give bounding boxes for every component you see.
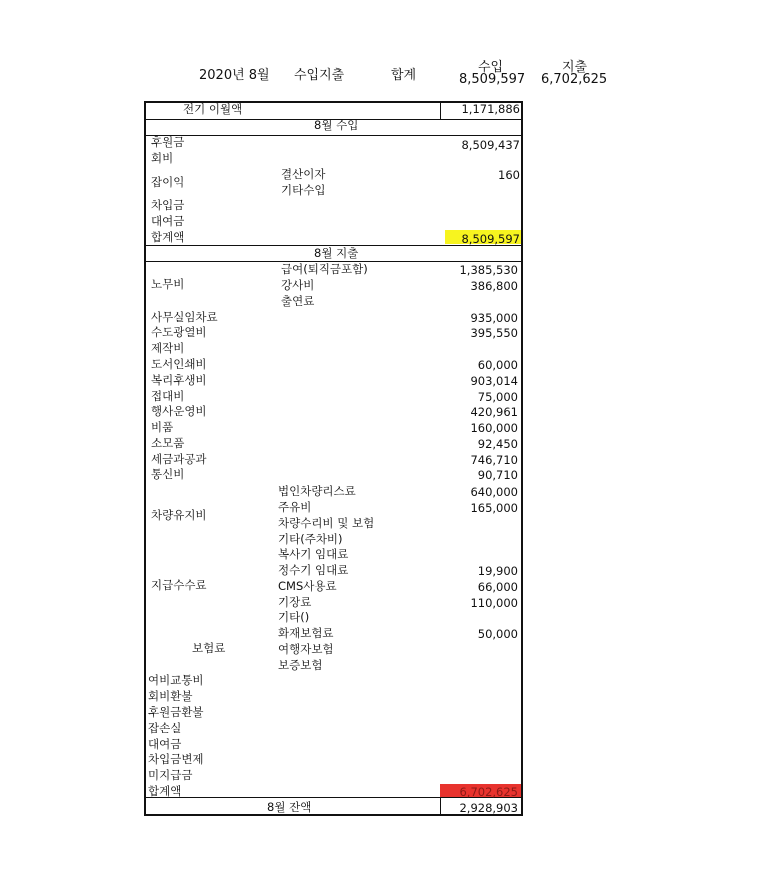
expense-row-value: 75,000	[477, 390, 518, 404]
fees-item-value: 19,900	[477, 564, 518, 578]
expense-labor-label: 노무비	[151, 277, 185, 291]
expense-row-value: 420,961	[470, 405, 518, 419]
vehicle-item-label: 차량수리비 및 보험	[278, 516, 375, 530]
expense-fees-label: 지급수수료	[151, 578, 207, 592]
expense-row-label: 통신비	[151, 467, 185, 481]
insurance-item-label: 보증보험	[278, 658, 323, 672]
fees-item-label: 정수기 임대료	[278, 563, 349, 577]
income-membership-label: 회비	[151, 151, 174, 165]
expense-header-label: 지출	[562, 60, 588, 75]
expense-total-value: 6,702,625	[459, 785, 518, 799]
insurance-item-label: 화재보험료	[278, 626, 334, 640]
vehicle-item-value: 165,000	[470, 501, 518, 515]
expense-row-label: 후원금환불	[148, 705, 204, 719]
labor-item-value: 386,800	[470, 279, 518, 293]
expense-header-total: 6,702,625	[541, 72, 608, 87]
labor-item-label: 급여(퇴직금포함)	[281, 262, 368, 276]
fees-item-label: 복사기 임대료	[278, 547, 349, 561]
income-header-label: 수입	[478, 60, 504, 75]
expense-row-value: 935,000	[470, 311, 518, 325]
income-misc-sub1: 결산이자	[281, 167, 326, 181]
fees-item-value: 110,000	[470, 596, 518, 610]
expense-row-label: 미지급금	[148, 768, 193, 782]
vehicle-item-label: 주유비	[278, 500, 312, 514]
expense-row-label: 사무실임차료	[151, 310, 218, 324]
expense-insurance-label: 보험료	[192, 641, 226, 655]
expense-row-label: 접대비	[151, 389, 185, 403]
income-donation-value: 8,509,437	[461, 138, 520, 152]
balance-label: 8월 잔액	[267, 800, 312, 814]
expense-row-value: 160,000	[470, 421, 518, 435]
expense-vehicle-label: 차량유지비	[151, 508, 207, 522]
income-misc-sub2: 기타수입	[281, 183, 326, 197]
labor-item-label: 출연료	[281, 294, 315, 308]
labor-item-label: 강사비	[281, 278, 315, 292]
fees-item-label: CMS사용료	[278, 579, 337, 593]
income-loan-label: 차입금	[151, 198, 185, 212]
income-misc-label: 잡이익	[151, 175, 185, 189]
expense-row-label: 복리후생비	[151, 373, 207, 387]
expense-row-label: 세금과공과	[151, 452, 207, 466]
income-misc-sub1-value: 160	[498, 168, 520, 182]
expense-row-label: 소모품	[151, 436, 185, 450]
income-lending-label: 대여금	[151, 214, 185, 228]
vehicle-item-label: 기타(주차비)	[278, 532, 343, 546]
vehicle-item-label: 법인차량리스료	[278, 484, 356, 498]
fees-item-value: 66,000	[477, 580, 518, 594]
expense-row-label: 수도광열비	[151, 325, 207, 339]
expense-row-value: 903,014	[470, 374, 518, 388]
carryover-label: 전기 이월액	[183, 102, 243, 116]
expense-row-label: 회비환불	[148, 689, 193, 703]
expense-total-label: 합계액	[148, 784, 182, 798]
expense-row-value: 90,710	[477, 468, 518, 482]
expense-row-label: 잡손실	[148, 721, 182, 735]
expense-section-title: 8월 지출	[314, 246, 359, 260]
expense-row-value: 92,450	[477, 437, 518, 451]
expense-row-label: 제작비	[151, 341, 185, 355]
expense-row-label: 여비교통비	[148, 673, 204, 687]
expense-row-label: 차입금변제	[148, 752, 204, 766]
fees-item-label: 기장료	[278, 595, 312, 609]
expense-row-value: 395,550	[470, 326, 518, 340]
insurance-item-value: 50,000	[477, 627, 518, 641]
total-label: 합계	[391, 68, 417, 83]
expense-row-label: 도서인쇄비	[151, 357, 207, 371]
insurance-item-label: 여행자보험	[278, 642, 334, 656]
balance-value: 2,928,903	[459, 801, 518, 815]
expense-row-value: 746,710	[470, 453, 518, 467]
report-period: 2020년 8월	[199, 68, 270, 83]
report-title: 수입지출	[294, 68, 345, 83]
income-header-total: 8,509,597	[459, 72, 526, 87]
fees-item-label: 기타()	[278, 610, 310, 624]
carryover-value: 1,171,886	[461, 102, 520, 116]
income-section-title: 8월 수입	[314, 118, 359, 132]
expense-row-label: 대여금	[148, 737, 182, 751]
vehicle-item-value: 640,000	[470, 485, 518, 499]
income-donation-label: 후원금	[151, 135, 185, 149]
income-total-value: 8,509,597	[461, 232, 520, 246]
labor-item-value: 1,385,530	[459, 263, 518, 277]
expense-row-label: 행사운영비	[151, 404, 207, 418]
income-total-label: 합계액	[151, 230, 185, 244]
expense-row-value: 60,000	[477, 358, 518, 372]
expense-row-label: 비품	[151, 420, 174, 434]
